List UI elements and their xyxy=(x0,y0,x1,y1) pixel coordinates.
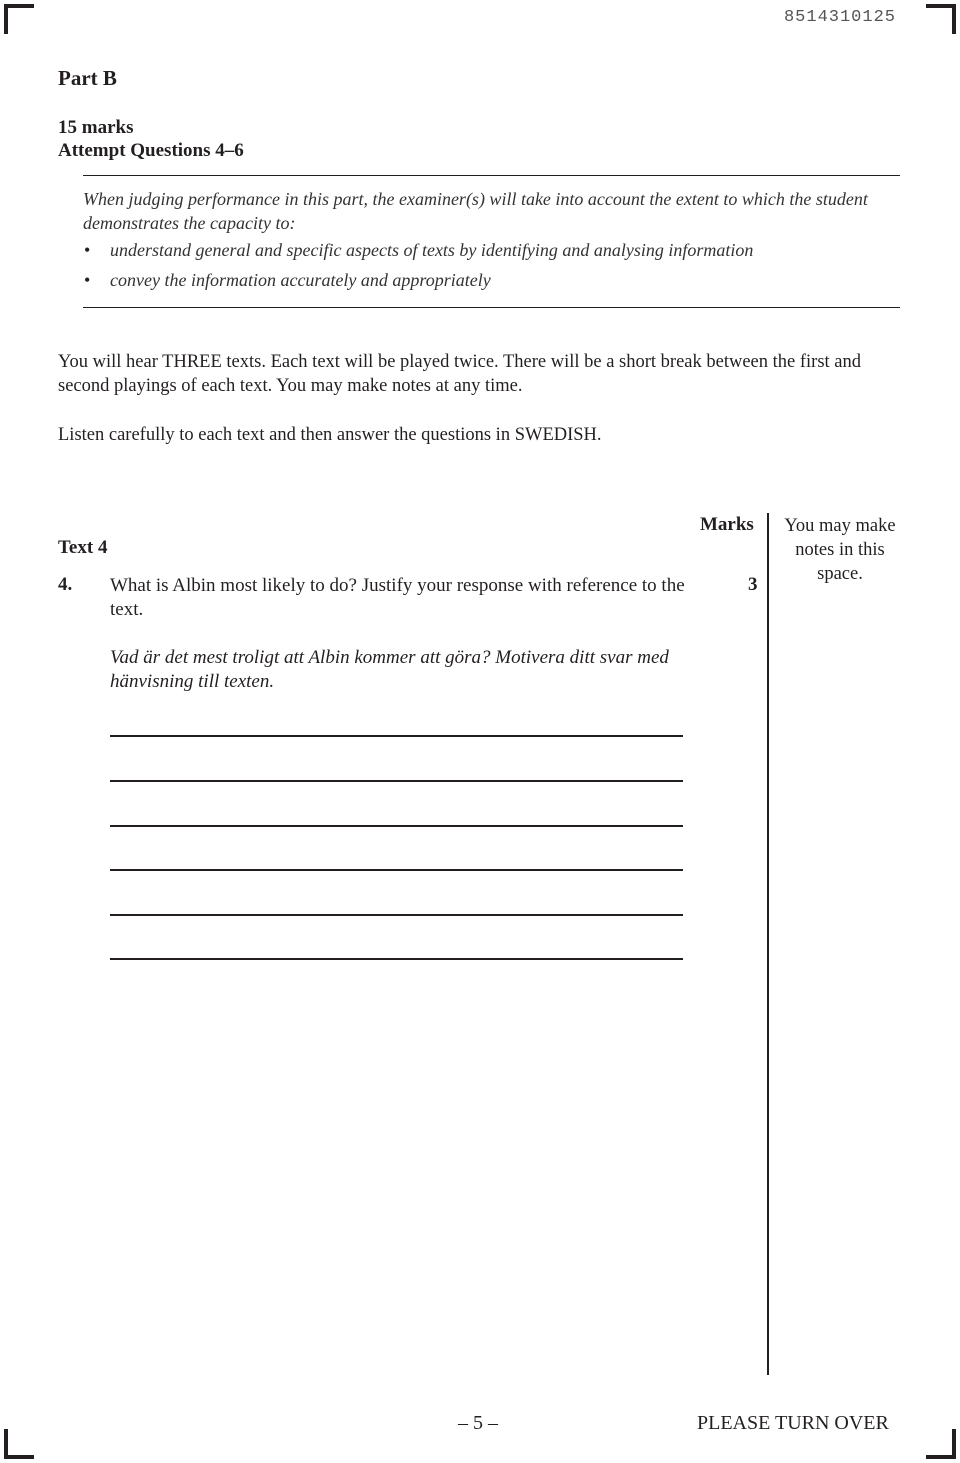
please-turn-over: PLEASE TURN OVER xyxy=(697,1412,889,1434)
part-heading: Part B xyxy=(58,66,117,90)
answer-line[interactable] xyxy=(110,958,683,960)
answer-line[interactable] xyxy=(110,780,683,782)
answer-line[interactable] xyxy=(110,825,683,827)
question-number: 4. xyxy=(58,574,73,595)
crop-mark-top-left-v xyxy=(4,4,8,34)
notes-column-heading: You may make notes in this space. xyxy=(784,516,896,584)
criteria-bottom-rule xyxy=(83,307,900,308)
crop-mark-top-left-h xyxy=(4,4,34,8)
question-swedish: Vad är det mest troligt att Albin kommer att göra? Motivera ditt svar med hänvisning till texten. xyxy=(110,647,669,692)
bullet-dot: • xyxy=(84,240,91,260)
attempt-instruction: Attempt Questions 4–6 xyxy=(58,140,244,161)
notes-divider xyxy=(767,513,769,1375)
marks-column-heading: Marks xyxy=(700,514,754,535)
answer-line[interactable] xyxy=(110,869,683,871)
answer-line[interactable] xyxy=(110,914,683,916)
bullet-dot: • xyxy=(84,270,91,290)
barcode-number: 8514310125 xyxy=(783,8,896,27)
criteria-intro: When judging performance in this part, the examiner(s) will take into account the extent to which the student demonstrates the capacity to: xyxy=(83,189,868,233)
criteria-top-rule xyxy=(83,175,900,176)
crop-mark-bottom-left-h xyxy=(4,1455,34,1459)
crop-mark-bottom-left-v xyxy=(4,1429,8,1459)
question-english: What is Albin most likely to do? Justify your response with reference to the text. xyxy=(110,575,685,620)
crop-mark-top-right-v xyxy=(952,4,956,34)
criteria-bullet-1: understand general and specific aspects of texts by identifying and analysing information xyxy=(110,240,754,260)
answer-line[interactable] xyxy=(110,735,683,737)
criteria-bullet-2: convey the information accurately and appropriately xyxy=(110,270,491,290)
instructions-paragraph-1: You will hear THREE texts. Each text will be played twice. There will be a short break between the first and second playings of each text. You may make notes at any time. xyxy=(58,352,861,396)
instructions-paragraph-2: Listen carefully to each text and then answer the questions in SWEDISH. xyxy=(58,425,602,445)
crop-mark-bottom-right-v xyxy=(952,1429,956,1459)
question-marks: 3 xyxy=(748,574,758,595)
text-label: Text 4 xyxy=(58,537,108,558)
part-marks: 15 marks xyxy=(58,117,134,138)
page-number: – 5 – xyxy=(458,1412,498,1434)
